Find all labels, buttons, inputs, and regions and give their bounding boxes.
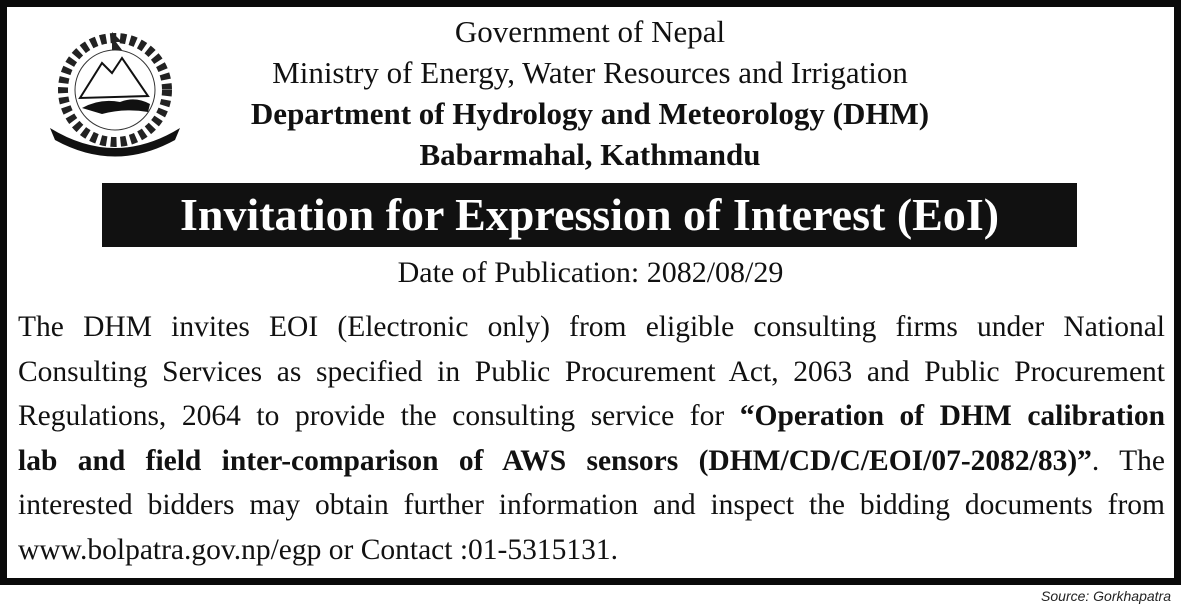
body-line <box>18 483 1165 528</box>
publication-date: Date of Publication: 2082/08/29 <box>397 256 784 289</box>
notice-title: Invitation for Expression of Interest (EoI) <box>102 183 1077 247</box>
source-credit: Source: Gorkhapatra <box>1041 588 1171 604</box>
body-text-bold: lab and field inter-comparison of AWS sensors (DHM/CD/C/EOI/07-2082/83)” <box>18 444 1092 477</box>
header-government: Government of Nepal <box>454 14 726 49</box>
body-text: www.bolpatra.gov.np/egp or Contact :01-5315131. <box>18 533 618 566</box>
header-department: Department of Hydrology and Meteorology (DHM) <box>250 96 930 131</box>
notice-body <box>18 305 1165 572</box>
header-address: Babarmahal, Kathmandu <box>419 137 761 172</box>
body-text: Regulations, 2064 to provide the consulting service for <box>18 400 740 432</box>
body-line <box>18 439 1165 484</box>
body-text: The DHM invites EOI (Electronic only) from eligible consulting firms under National <box>18 311 1165 343</box>
body-line <box>18 305 1165 350</box>
body-text: . The <box>1091 444 1165 477</box>
body-line <box>18 350 1165 395</box>
body-text-bold: “Operation of DHM calibration <box>739 400 1166 432</box>
body-line <box>18 528 1165 573</box>
body-line <box>18 394 1165 439</box>
header-ministry: Ministry of Energy, Water Resources and Irrigation <box>272 55 908 90</box>
body-text: Consulting Services as specified in Public Procurement Act, 2063 and Public Procurement <box>18 355 1165 388</box>
nepal-government-emblem-icon <box>40 28 190 163</box>
body-text: interested bidders may obtain further information and inspect the bidding documents from <box>18 489 1165 521</box>
